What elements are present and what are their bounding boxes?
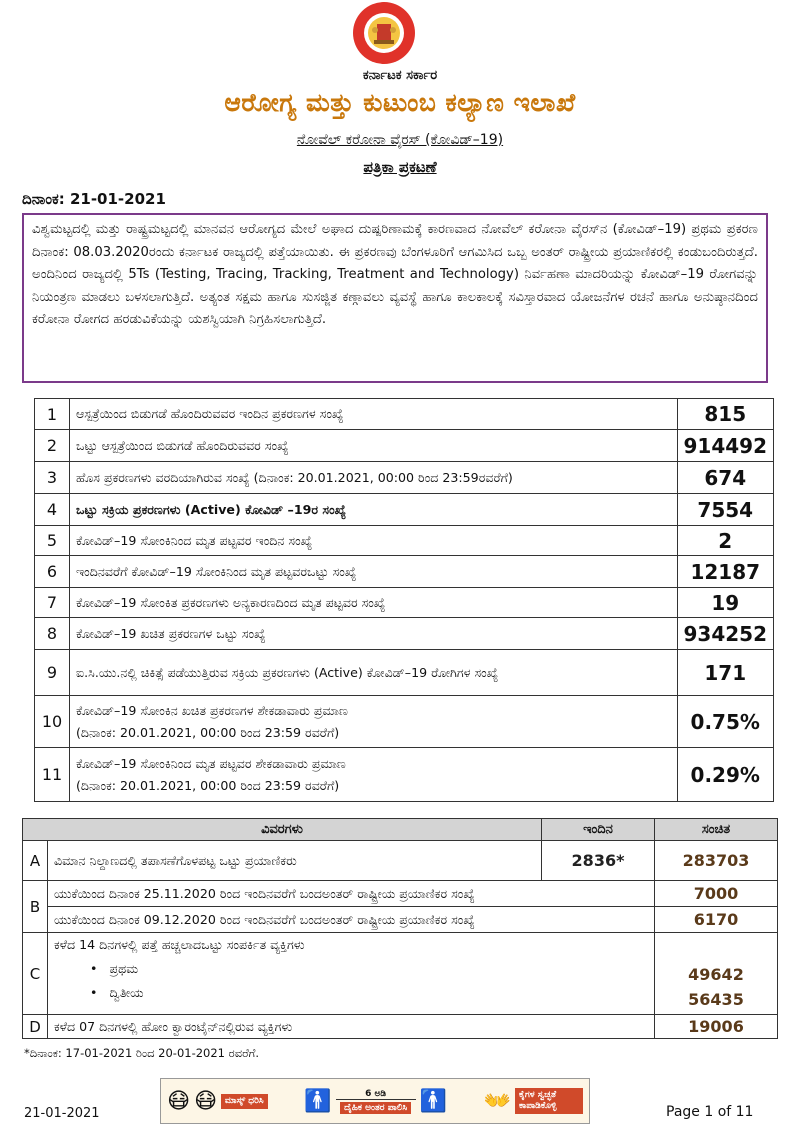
row-number: 6 — [35, 556, 70, 588]
row-label: ಕೋವಿಡ್–19 ಸೋಂಕಿತ ಪ್ರಕರಣಗಳು ಅನ್ಯಕಾರಣದಿಂದ ಮೃತ ಪಟ್ಟವರ ಸಂಖ್ಯೆ — [70, 588, 678, 618]
row-label: ಯುಕೆಯಿಂದ ದಿನಾಂಕ 25.11.2020 ರಿಂದ ಇಂದಿನವರೆಗೆ ಬಂದಅಂತರ್ ರಾಷ್ಟ್ರೀಯ ಪ್ರಯಾಣಿಕರ ಸಂಖ್ಯೆ — [48, 881, 655, 907]
press-release-text: ಪತ್ರಿಕಾ ಪ್ರಕಟಣೆ — [363, 158, 437, 176]
row-number: 11 — [35, 748, 70, 802]
row-label-cell — [48, 933, 655, 1015]
row-number: 2 — [35, 430, 70, 462]
table-row — [35, 696, 774, 748]
row-label: ಕಳೆದ 07 ದಿನಗಳಲ್ಲಿ ಹೋಂ ಕ್ವಾರಂಟೈನ್‌ನಲ್ಲಿರುವ ವ್ಯಕ್ತಿಗಳು — [48, 1015, 655, 1039]
row-number: 4 — [35, 494, 70, 526]
mask-section — [167, 1089, 268, 1114]
hand-wash-icon: 👐 — [483, 1088, 511, 1114]
header-details: ವಿವರಗಳು — [23, 819, 542, 841]
distance-section — [304, 1089, 447, 1114]
karnataka-emblem-icon — [344, 0, 424, 66]
row-label: ಕೋವಿಡ್–19 ಸೋಂಕಿನಿಂದ ಮೃತ ಪಟ್ಟವರ ಶೇಕಡಾವಾರು ಪ್ರಮಾಣ — [76, 755, 346, 771]
row-label-date: (ದಿನಾಂಕ: 20.01.2021, 00:00 ರಿಂದ 23:59 ರವರೆಗೆ) — [76, 724, 340, 740]
secondary-value: 56435 — [688, 990, 744, 1009]
footnote: *ದಿನಾಂಕ: 17-01-2021 ರಿಂದ 20-01-2021 ರವರೆಗೆ. — [24, 1046, 260, 1060]
stats-table — [34, 398, 774, 802]
hand-wash-label: ಕೈಗಳ ಸ್ವಚ್ಛತೆ ಕಾಪಾಡಿಕೊಳ್ಳಿ — [515, 1088, 583, 1114]
subtitle — [0, 132, 800, 148]
row-letter: B — [23, 881, 48, 933]
table-row — [23, 881, 778, 907]
mask-icon: 😷 — [167, 1088, 190, 1114]
secondary-label: ದ್ವಿತೀಯ — [109, 985, 144, 1000]
table-header-row — [23, 819, 778, 841]
press-release-heading — [0, 158, 800, 176]
department-title: ಆರೋಗ್ಯ ಮತ್ತು ಕುಟುಂಬ ಕಲ್ಯಾಣ ಇಲಾಖೆ — [224, 88, 576, 117]
row-value: 12187 — [677, 556, 774, 588]
intro-paragraph: ವಿಶ್ವಮಟ್ಟದಲ್ಲಿ ಮತ್ತು ರಾಷ್ಟ್ರಮಟ್ಟದಲ್ಲಿ ಮಾನವನ ಆರೋಗ್ಯದ ಮೇಲೆ ಅಘಾದ ದುಷ್ಪರಿಣಾಮಕ್ಕೆ ಕಾರಣವಾದ ನೋವೆಲ್ ಕರೋನಾ ವೈರಸ್‌ನ (ಕೋವಿಡ್–19) ಪ್ರಥಮ ಪ್ರಕರಣ ದಿನಾಂಕ: 08.03.2020ರಂದು ಕರ್ನಾಟಕ ರಾಜ್ಯದಲ್ಲಿ ಪತ್ತೆಯಾಯಿತು. ಈ ಪ್ರಕರಣವು ಬೆಂಗಳೂರಿಗೆ ಆಗಮಿಸಿದ ಒಬ್ಬ ಅಂತರ್ ರಾಷ್ಟ್ರೀಯ ಪ್ರಯಾಣಿಕರಲ್ಲಿ ಕಂಡುಬಂದಿರುತ್ತದೆ. ಅಂದಿನಿಂದ ರಾಜ್ಯದಲ್ಲಿ 5Ts (Testing, Tracing, Tracking, Treatment and Technology) ನಿರ್ವಹಣಾ ಮಾದರಿಯನ್ನು ಕೋವಿಡ್–19 ರೋಗವನ್ನು ನಿಯಂತ್ರಣ ಮಾಡಲು ಬಳಸಲಾಗುತ್ತಿದೆ. ಅತ್ಯಂತ ಸಕ್ಷಮ ಹಾಗೂ ಸುಸಜ್ಜಿತ ಕಣ್ಗಾವಲು ವ್ಯವಸ್ಥೆ ಹಾಗೂ ಕಾಲಕಾಲಕ್ಕೆ ಸವಿಸ್ತಾರವಾದ ಯೋಜನೆಗಳ ರಚನೆ ಹಾಗೂ ಅನುಷ್ಠಾನದಿಂದ ಕರೋನಾ ರೋಗದ ಹರಡುವಿಕೆಯನ್ನು ಯಶಸ್ವಿಯಾಗಿ ನಿಗ್ರಹಿಸಲಾಗುತ್ತಿದೆ. — [22, 213, 768, 383]
row-label: ಐ.ಸಿ.ಯು.ನಲ್ಲಿ ಚಿಕಿತ್ಸೆ ಪಡೆಯುತ್ತಿರುವ ಸಕ್ರಿಯ ಪ್ರಕರಣಗಳು (Active) ಕೋವಿಡ್–19 ರೋಗಿಗಳ ಸಂಖ್ಯೆ — [70, 650, 678, 696]
row-label: ಕಳೆದ 14 ದಿನಗಳಲ್ಲಿ ಪತ್ತೆ ಹಚ್ಚಲಾದಒಟ್ಟು ಸಂಪರ್ಕಿತ ವ್ಯಕ್ತಿಗಳು — [54, 937, 305, 952]
row-value: 674 — [677, 462, 774, 494]
table-row — [23, 933, 778, 1015]
table-row — [35, 399, 774, 430]
table-row — [35, 430, 774, 462]
table-row — [23, 841, 778, 881]
row-value: 2 — [677, 526, 774, 556]
row-value: 934252 — [677, 618, 774, 650]
row-cumulative-value: 283703 — [655, 841, 778, 881]
table-row — [35, 618, 774, 650]
row-letter: D — [23, 1015, 48, 1039]
subtitle-text: ನೋವೆಲ್ ಕರೋನಾ ವೈರಸ್ (ಕೋವಿಡ್–19) — [296, 132, 504, 148]
person-icon: 🚹 — [304, 1088, 332, 1114]
header-today: ಇಂದಿನ — [542, 819, 655, 841]
hand-wash-section — [484, 1088, 583, 1114]
row-label: ಕೋವಿಡ್–19 ಸೋಂಕಿನ ಖಚಿತ ಪ್ರಕರಣಗಳ ಶೇಕಡಾವಾರು ಪ್ರಮಾಣ — [76, 702, 348, 718]
row-cumulative-value: 7000 — [655, 881, 778, 907]
row-value: 0.75% — [677, 696, 774, 748]
row-number: 9 — [35, 650, 70, 696]
table-row — [35, 526, 774, 556]
table-row — [35, 556, 774, 588]
row-value: 19 — [677, 588, 774, 618]
row-number: 7 — [35, 588, 70, 618]
row-number: 10 — [35, 696, 70, 748]
row-label-cell — [70, 696, 678, 748]
distance-caption: ದೈಹಿಕ ಅಂತರ ಪಾಲಿಸಿ — [340, 1102, 411, 1114]
government-name: ಕರ್ನಾಟಕ ಸರ್ಕಾರ — [362, 68, 438, 83]
row-today-value: 2836* — [542, 841, 655, 881]
list-item: • ದ್ವಿತೀಯ — [90, 985, 144, 1000]
row-cumulative-value: 19006 — [655, 1015, 778, 1039]
row-label: ಕೋವಿಡ್–19 ಸೋಂಕಿನಿಂದ ಮೃತ ಪಟ್ಟವರ ಇಂದಿನ ಸಂಖ್ಯೆ — [70, 526, 678, 556]
table-row — [35, 650, 774, 696]
row-number: 1 — [35, 399, 70, 430]
person-icon: 🚹 — [419, 1088, 448, 1114]
mask-icon-2: 😷 — [193, 1088, 217, 1114]
safety-banner — [160, 1078, 590, 1124]
table-row — [23, 907, 778, 933]
row-label: ಒಟ್ಟು ಆಸ್ಪತ್ರೆಯಿಂದ ಬಿಡುಗಡೆ ಹೊಂದಿರುವವರ ಸಂಖ್ಯೆ — [70, 430, 678, 462]
row-cumulative-cell — [655, 933, 778, 1015]
row-label: ಹೊಸ ಪ್ರಕರಣಗಳು ವರದಿಯಾಗಿರುವ ಸಂಖ್ಯೆ (ದಿನಾಂಕ: 20.01.2021, 00:00 ರಿಂದ 23:59ರವರೆಗೆ) — [70, 462, 678, 494]
footer-date: 21-01-2021 — [24, 1106, 100, 1121]
row-number: 5 — [35, 526, 70, 556]
row-cumulative-value: 6170 — [655, 907, 778, 933]
row-label: ಒಟ್ಟು ಸಕ್ರಿಯ ಪ್ರಕರಣಗಳು (Active) ಕೋವಿಡ್ –19ರ ಸಂಖ್ಯೆ — [70, 494, 678, 526]
row-letter: A — [23, 841, 48, 881]
row-label-cell — [70, 748, 678, 802]
row-label-date: (ದಿನಾಂಕ: 20.01.2021, 00:00 ರಿಂದ 23:59 ರವರೆಗೆ) — [76, 777, 340, 793]
table-row — [35, 494, 774, 526]
list-item: • ಪ್ರಥಮ — [90, 961, 139, 976]
row-label: ಆಸ್ಪತ್ರೆಯಿಂದ ಬಿಡುಗಡೆ ಹೊಂದಿರುವವರ ಇಂದಿನ ಪ್ರಕರಣಗಳ ಸಂಖ್ಯೆ — [70, 399, 678, 430]
row-value: 171 — [677, 650, 774, 696]
row-number: 8 — [35, 618, 70, 650]
row-value: 815 — [677, 399, 774, 430]
row-letter: C — [23, 933, 48, 1015]
row-label: ವಿಮಾನ ನಿಲ್ದಾಣದಲ್ಲಿ ತಪಾಸಣೆಗೊಳಪಟ್ಟ ಒಟ್ಟು ಪ್ರಯಾಣಿಕರು — [48, 841, 542, 881]
row-label: ಯುಕೆಯಿಂದ ದಿನಾಂಕ 09.12.2020 ರಿಂದ ಇಂದಿನವರೆಗೆ ಬಂದಅಂತರ್ ರಾಷ್ಟ್ರೀಯ ಪ್ರಯಾಣಿಕರ ಸಂಖ್ಯೆ — [48, 907, 655, 933]
travel-table — [22, 818, 778, 1039]
distance-indicator — [336, 1089, 416, 1114]
table-row — [35, 748, 774, 802]
distance-line — [336, 1099, 416, 1100]
row-value: 7554 — [677, 494, 774, 526]
table-row — [35, 462, 774, 494]
mask-label: ಮಾಸ್ಕ್ ಧರಿಸಿ — [221, 1094, 268, 1109]
row-label: ಇಂದಿನವರೆಗೆ ಕೋವಿಡ್–19 ಸೋಂಕಿನಿಂದ ಮೃತ ಪಟ್ಟವರಒಟ್ಟು ಸಂಖ್ಯೆ — [70, 556, 678, 588]
row-label: ಕೋವಿಡ್–19 ಖಚಿತ ಪ್ರಕರಣಗಳ ಒಟ್ಟು ಸಂಖ್ಯೆ — [70, 618, 678, 650]
row-value: 0.29% — [677, 748, 774, 802]
header-cumulative: ಸಂಚಿತ — [655, 819, 778, 841]
distance-label: 6 ಅಡಿ — [365, 1088, 387, 1099]
primary-value: 49642 — [688, 965, 744, 984]
primary-label: ಪ್ರಥಮ — [109, 961, 139, 976]
table-row — [35, 588, 774, 618]
row-number: 3 — [35, 462, 70, 494]
release-date: ದಿನಾಂಕ: 21-01-2021 — [22, 190, 166, 208]
table-row — [23, 1015, 778, 1039]
page-number: Page 1 of 11 — [666, 1104, 754, 1120]
row-value: 914492 — [677, 430, 774, 462]
